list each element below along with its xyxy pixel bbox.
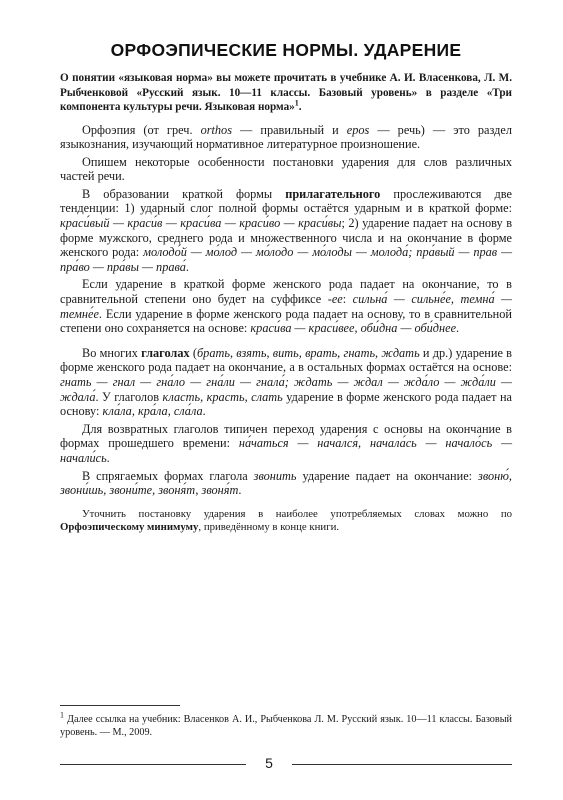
text-run: Для возвратных глаголов типичен переход ударения с основы на окончание в формах прошедшего времени: <box>60 421 512 451</box>
example-italic: краси́ва — краси́вее, оби́дна — оби́днее <box>250 321 457 336</box>
footnote-marker: 1 <box>294 98 299 108</box>
term-italic: epos <box>346 122 370 137</box>
text-run: . <box>202 404 206 419</box>
paragraph-describe: Опишем некоторые особенности постановки ударения для слов различных частей речи. <box>60 154 512 184</box>
example-italic: молодо́й — мо́лод — мо́лодо — мо́лоды — молода́; пра́вый — прав — пра́во — пра́вы — права́ <box>60 245 512 274</box>
footnote-divider <box>60 705 180 706</box>
paragraph-verbs <box>60 346 512 419</box>
text-run: . <box>185 259 189 274</box>
text-run: . У глаголов <box>95 389 163 404</box>
text-run: ; 2) ударение падает на основу в форме мужского, среднего рода и множественного числа и на окончание в форме женского рода: <box>60 216 513 260</box>
intro-text: О понятии «языковая норма» вы можете прочитать в учебнике А. И. Власенкова, Л. М. Рыбченковой «Русский язык. 10—11 классы. Базовый уровень» в разделе «Три компонента культуры речи. Языковая норма» <box>60 72 512 113</box>
text-run: Если ударение в краткой форме женского рода падает на окончание, то в сравнительной степени оно будет на суффиксе <box>60 277 512 307</box>
paragraph-comparative <box>60 277 512 335</box>
page-content <box>60 40 512 535</box>
footnote-number: 1 <box>60 710 64 720</box>
term-italic: orthos <box>200 122 232 137</box>
paragraph-orthoepy <box>60 123 512 152</box>
footnote-text: Далее ссылка на учебник: Власенков А. И., Рыбченкова Л. М. Русский язык. 10—11 классы. Базовый уровень. — М., 2009. <box>60 714 512 738</box>
text-run: и др.) ударение в форме женского рода падает на окончание, а в остальных формах остаётся на основе: <box>60 345 512 375</box>
example-italic: брать, взять, вить, врать, гнать, ждать <box>196 345 420 360</box>
text-run: . Если ударение в форме женского рода падает на основу, то в сравнительной степени оно сохраняется на основе: <box>60 306 512 336</box>
page-rule-right <box>292 764 512 765</box>
paragraph-adjectives <box>60 187 512 275</box>
page-number: 5 <box>265 755 273 771</box>
paragraph-reflexive <box>60 422 512 466</box>
text-run: : <box>342 292 353 307</box>
example-italic: на́чаться — начался́, начала́сь — начало́сь — начали́сь <box>60 436 513 465</box>
example-italic: сильна́ — сильне́е, темна́ — темне́е <box>60 292 512 321</box>
note-paragraph <box>60 508 512 535</box>
text-run: ударение падает на окончание: <box>296 468 479 483</box>
text-run: Во многих <box>82 345 142 360</box>
example-italic: класть, красть, слать <box>162 389 283 404</box>
text-run: . <box>456 321 460 336</box>
text-run: . <box>238 483 242 498</box>
text-run: В спрягаемых формах глагола <box>82 468 254 483</box>
text-run: — правильный и <box>232 122 347 137</box>
footnote <box>60 710 512 739</box>
example-italic: краси́вый — краси́в — краси́ва — краси́во — краси́вы <box>60 216 342 231</box>
example-italic: кла́ла, кра́ла, сла́ла <box>102 404 203 419</box>
example-italic: звонить <box>253 468 297 483</box>
text-run: прослеживаются две тенденции: 1) ударный слог полной формы остаётся ударным и в краткой форме: <box>60 186 512 216</box>
intro-paragraph <box>60 71 512 115</box>
suffix-italic: -ее <box>327 292 343 307</box>
main-text <box>60 123 512 498</box>
term-bold: прилагательного <box>285 186 381 201</box>
text-run: . <box>106 450 110 465</box>
text-run: Орфоэпия (от греч. <box>82 122 201 137</box>
paragraph-conjugated <box>60 469 512 498</box>
text-run: В образовании краткой формы <box>82 186 286 201</box>
example-italic: звоню́, звони́шь, звони́те, звоня́т, звоня́т <box>60 468 512 498</box>
page-title: ОРФОЭПИЧЕСКИЕ НОРМЫ. УДАРЕНИЕ <box>110 40 462 60</box>
term-bold: Орфоэпическому минимуму <box>60 521 199 534</box>
text-run: ударение в форме женского рода падает на основу: <box>60 389 512 419</box>
term-bold: глаголах <box>141 345 190 360</box>
text-run: Уточнить постановку ударения в наиболее употребляемых словах можно по <box>82 507 512 520</box>
page-rule-left <box>60 764 246 765</box>
text-run: ( <box>189 345 197 360</box>
example-italic: гнать — гнал — гна́ло — гна́ли — гнала́; ждать — ждал — жда́ло — жда́ли — ждала́ <box>60 375 512 404</box>
text-run: , приведённому в конце книги. <box>198 521 340 534</box>
intro-end: . <box>298 101 302 113</box>
text-run: — речь) — это раздел языкознания, изучающий нормативное литературное произношение. <box>60 122 513 152</box>
